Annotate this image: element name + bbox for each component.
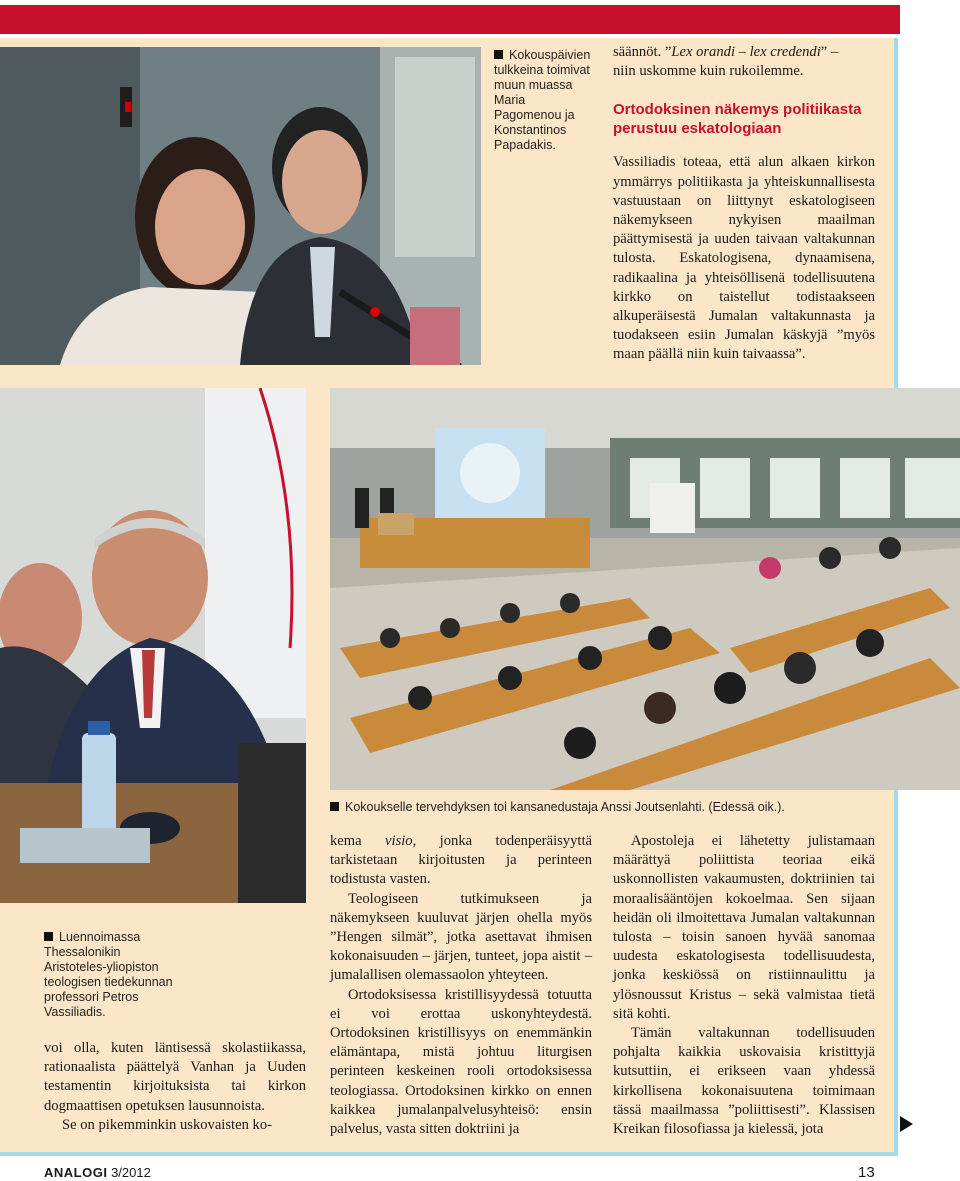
left-photo-caption [44, 930, 176, 1020]
latin-phrase: Lex orandi – lex credendi [671, 44, 821, 60]
professor-photo [0, 388, 306, 903]
middle-paragraph-3: Ortodoksisessa kristillisyydessä totuutta ei voi erottaa uskonyhteydestä. Ortodoksinen kristillisyys on enemmänkin elämäntapa, mistä johtuu liturgisen perinteen keskeinen rooli ortodoksisessa teologiassa. Ortodoksinen kirkko on ennen kaikkea jumalanpalvelusyhteisö: ensin palvelus, vasta sitten doktriini ja [330, 986, 592, 1138]
caption-square-icon [44, 932, 53, 941]
intro-line: säännöt. ”Lex orandi – lex credendi” – niin uskomme kuin rukoilemme. [613, 44, 839, 80]
middle-paragraph-2: Teologiseen tutkimukseen ja näkemykseen kuuluvat järjen ohella myös ”Hengen silmät”, jotka asettavat ihmisen kokonaisuuden – järjen, tunteet, jopa aistit – jumalallisen olemassaolon yhteyteen. [330, 890, 592, 984]
right-paragraph-1: Apostoleja ei lähetetty julistamaan määrättyä poliittista teoriaa eikä uskonnollisten vakaumusten, doktriinien tai moraalisääntöjen kokoelmaa. Sen sijaan heidän oli ilmoitettava Jumalan valtakunnan tulosta – toisin sanoen hyvää sanomaa uudesta eskatologisesta todellisuudesta, jonka keskiössä on ristiinnaulittu ja ylösnoussut Kristus – sekä valmistaa tietä sitä kohti. [613, 833, 875, 1022]
section-heading: Ortodoksinen näkemys politiikasta perustuu eskatologiaan [613, 101, 862, 138]
top-photo-caption [494, 48, 594, 153]
continue-arrow-icon [900, 1116, 913, 1132]
conference-hall-photo [330, 388, 960, 790]
caption-square-icon [330, 802, 339, 811]
magazine-name: ANALOGI [44, 1165, 108, 1180]
page-bottom-rule [0, 1152, 898, 1156]
footer-magazine [44, 1165, 151, 1180]
top-text-column [613, 43, 875, 365]
top-caption-text: Kokouspäivien tulkkeina toimivat muun muassa Maria Pagomenou ja Konstantinos Papadakis. [494, 48, 591, 152]
caption-square-icon [494, 50, 503, 59]
issue-number: 3/2012 [111, 1165, 151, 1180]
page-number: 13 [858, 1164, 875, 1181]
left-paragraph-1: voi olla, kuten läntisessä skolastiikassa, rationaalista päättelyä Vanhan ja Uuden testamentin kirjoituksista tai kirkon dogmaattisen opetuksen lausunnoista. [44, 1040, 306, 1114]
middle-photo-caption [330, 800, 930, 815]
interpreters-photo [0, 47, 481, 365]
middle-caption-text: Kokoukselle tervehdyksen toi kansanedustaja Anssi Joutsenlahti. (Edessä oik.). [345, 800, 785, 814]
top-paragraph: Vassiliadis toteaa, että alun alkaen kirkon ymmärrys politiikasta ja yhteiskunnallisesta vastuustaan on liittynyt eskatologiseen näkemykseen nykyisen maailman päättymisestä ja uuden taivaan valtakunnan tulosta. Eskatologisena, dynaamisena, radikaalina ja yhteisöllisenä todellisuutena kirkko on taistellut todistaakseen alkuperäisestä Jumalan valtakunnasta ja tuodakseen esiin Jumalan käskyjä ”myös maan päällä niin kuin taivaassa”. [613, 154, 875, 363]
middle-paragraph-1: kema visio, jonka todenperäisyyttä tarkistetaan kirjoitusten ja perinteen todistusta vasten. [330, 833, 592, 888]
header-red-bar [0, 5, 900, 34]
left-paragraph-2: Se on pikemminkin uskovaisten ko- [62, 1116, 272, 1133]
left-caption-text: Luennoimassa Thessalonikin Aristoteles-yliopiston teologisen tiedekunnan professori Petros Vassiliadis. [44, 930, 173, 1019]
right-text-column [613, 832, 875, 1139]
visio-word: visio [385, 833, 413, 849]
left-text-column [44, 1039, 306, 1135]
middle-text-column [330, 832, 592, 1139]
right-paragraph-2: Tämän valtakunnan todellisuuden pohjalta kaikkia uskovaisia kristittyjä kutsuttiin, ei erikseen vaan yhdessä kirkollisena kokonaisuutena toimimaan tässä maailmassa ”poliittisesti”. Klassisen Kreikan filosofiassa ja kielessä, jota [613, 1025, 875, 1138]
